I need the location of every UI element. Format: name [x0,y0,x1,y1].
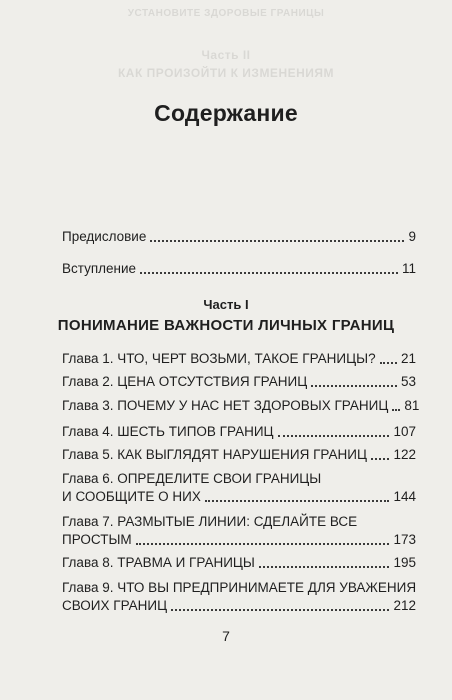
leader-dots [140,271,398,274]
toc-entry-label-continued: ПРОСТЫМ [62,532,132,547]
toc-entry-chapter-7[interactable] [62,513,416,549]
toc-entry-label: Глава 3. ПОЧЕМУ У НАС НЕТ ЗДОРОВЫХ ГРАНИЦ [62,398,389,413]
toc-entry-preface[interactable] [62,228,416,246]
toc-entry-chapter-5[interactable] [62,446,416,464]
toc-entry-page: 173 [393,532,416,547]
leader-dots [278,434,390,437]
toc-entry-page: 9 [408,229,416,244]
toc-entry-page: 81 [404,398,420,413]
toc-entry-label-continued: СВОИХ ГРАНИЦ [62,598,168,613]
bleed-through-part-title: КАК ПРОИЗОЙТИ К ИЗМЕНЕНИЯМ [117,66,335,80]
toc-entry-page: 53 [400,374,416,389]
part-title: ПОНИМАНИЕ ВАЖНОСТИ ЛИЧНЫХ ГРАНИЦ [57,317,395,334]
leader-dots [150,239,404,242]
toc-entry-chapter-3[interactable] [62,397,420,415]
toc-entry-label: Глава 1. ЧТО, ЧЕРТ ВОЗЬМИ, ТАКОЕ ГРАНИЦЫ? [62,351,376,366]
leader-dots [392,408,400,411]
bleed-through-header: УСТАНОВИТЕ ЗДОРОВЫЕ ГРАНИЦЫ [127,8,325,19]
toc-entry-page: 144 [393,489,416,504]
toc-entry-label: Глава 8. ТРАВМА И ГРАНИЦЫ [62,555,255,570]
leader-dots [371,457,390,460]
page-number: 7 [222,628,230,644]
toc-entry-chapter-4[interactable] [62,423,416,441]
leader-dots [311,384,397,387]
toc-entry-chapter-8[interactable] [62,554,416,572]
toc-entry-page: 212 [393,598,416,613]
bleed-through-part: Часть II [201,48,251,62]
toc-entry-label: Глава 9. ЧТО ВЫ ПРЕДПРИНИМАЕТЕ ДЛЯ УВАЖЕНИЯ [62,580,417,595]
toc-entry-chapter-1[interactable] [62,350,416,368]
toc-entry-page: 11 [401,261,416,276]
toc-entry-page: 195 [393,555,416,570]
page-title: Содержание [154,100,298,126]
toc-entry-introduction[interactable] [62,260,416,278]
part-number: Часть I [203,297,249,312]
leader-dots [205,499,390,502]
toc-entry-label: Глава 2. ЦЕНА ОТСУТСТВИЯ ГРАНИЦ [62,374,308,389]
toc-entry-chapter-2[interactable] [62,373,416,391]
toc-entry-page: 107 [393,424,416,439]
toc-entry-label-continued: И СООБЩИТЕ О НИХ [62,489,201,504]
toc-entry-label: Предисловие [62,229,147,244]
toc-entry-chapter-6[interactable] [62,470,416,506]
toc-entry-page: 122 [393,447,416,462]
leader-dots [380,361,397,364]
toc-entry-page: 21 [400,351,416,366]
toc-entry-label: Глава 4. ШЕСТЬ ТИПОВ ГРАНИЦ [62,424,274,439]
toc-entry-label: Глава 6. ОПРЕДЕЛИТЕ СВОИ ГРАНИЦЫ [62,471,322,486]
toc-entry-label: Глава 7. РАЗМЫТЫЕ ЛИНИИ: СДЕЛАЙТЕ ВСЕ [62,514,358,529]
toc-entry-chapter-9[interactable] [62,579,416,615]
toc-entry-label: Вступление [62,261,137,276]
leader-dots [136,542,390,545]
leader-dots [171,608,389,611]
leader-dots [259,565,390,568]
toc-entry-label: Глава 5. КАК ВЫГЛЯДЯТ НАРУШЕНИЯ ГРАНИЦ [62,447,367,462]
